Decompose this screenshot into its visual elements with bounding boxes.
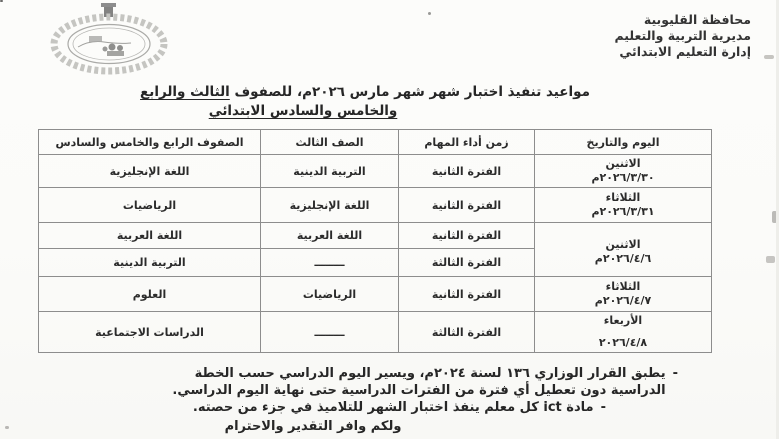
day-label: الأربعاء [603,314,643,327]
header-grades456: الصفوف الرابع والخامس والسادس [39,130,261,155]
letterhead [614,12,751,60]
cell-day-date [535,188,712,223]
cell-grade3-subject: الرياضيات [261,277,399,312]
cell-grades456-subject: اللغة الإنجليزية [39,155,261,188]
scan-artifact [428,12,431,15]
table-row [39,223,712,249]
table-row [39,312,712,353]
date-label: ٢٠٢٦/٣/٣١م [591,205,655,218]
title-text: مواعيد تنفيذ اختبار شهر شهر مارس ٢٠٢٦م، للصفوف [229,84,590,100]
header-task-time: زمن أداء المهام [399,130,535,155]
title-underlined-grades: الثالث والرابع [140,84,230,100]
footnote-decree-line2: الدراسية دون تعطيل أي فترة من الفترات الدراسية حتى نهاية اليوم الدراسي. [172,383,666,398]
date-label: ٢٠٢٦/٤/٧م [594,294,652,307]
header-grade3: الصف الثالث [261,130,399,155]
table-row [39,277,712,312]
letterhead-administration: إدارة التعليم الابتدائي [619,44,751,59]
footnote-ict [193,399,606,416]
table-header-row [39,130,712,155]
document-title-line2: والخامس والسادس الابتدائي [208,103,398,119]
cell-period: الفترة الثالثة [399,249,535,277]
cell-day-date-merged [535,223,712,277]
cell-grade3-subject: اللغة العربية [261,223,399,249]
footnote-decree-text [172,365,665,399]
cell-grade3-subject-dash: ــــــــ [261,312,399,353]
day-label: الثلاثاء [605,191,641,204]
date-label: ٢٠٢٦/٤/٨ [598,336,648,349]
letterhead-governorate: محافظة القليوبية [643,12,751,27]
header-day-date: اليوم والتاريخ [535,130,712,155]
day-label: الاثنين [605,237,641,251]
cell-grade3-subject: التربية الدينية [261,155,399,188]
cell-period: الفترة الثانية [399,277,535,312]
exam-schedule-table [38,129,712,353]
document-title-line1 [0,84,730,100]
date-label: ٢٠٢٦/٤/٦م [594,251,652,265]
scan-artifact [5,426,9,429]
day-label: الثلاثاء [605,280,641,293]
cell-period: الفترة الثانية [399,223,535,249]
cell-grades456-subject: الرياضيات [39,188,261,223]
day-label: الاثنين [605,157,641,170]
cell-day-date [535,277,712,312]
footnote-decree [172,365,678,399]
footnote-decree-line1: يطبق القرار الوزاري ١٣٦ لسنة ٢٠٢٤م، ويسير اليوم الدراسي حسب الخطة [194,366,666,381]
cell-grades456-subject: الدراسات الاجتماعية [39,312,261,353]
scan-artifact [764,55,774,59]
cell-grades456-subject: التربية الدينية [39,249,261,277]
closing-courtesy-line: ولكم وافر التقدير والاحترام [224,419,402,434]
dash-bullet: - [600,400,606,415]
table-row [39,188,712,223]
cell-day-date [535,312,712,353]
cell-period: الفترة الثانية [399,188,535,223]
dash-bullet: - [672,366,678,381]
table-row [39,155,712,188]
cell-grade3-subject-dash: ــــــــ [261,249,399,277]
letterhead-directorate: مديرية التربية والتعليم [614,28,751,43]
date-label: ٢٠٢٦/٣/٣٠م [591,171,655,184]
scan-artifact [0,0,3,2]
cell-grades456-subject: اللغة العربية [39,223,261,249]
cell-grades456-subject: العلوم [39,277,261,312]
cell-grade3-subject: اللغة الإنجليزية [261,188,399,223]
cell-day-date [535,155,712,188]
footnote-ict-text: مادة ict كل معلم ينفذ اختبار الشهر للتلاميذ في جزء من حصته. [192,400,594,415]
cell-period: الفترة الثانية [399,155,535,188]
governorate-seal-emblem [50,3,168,75]
cell-period: الفترة الثالثة [399,312,535,353]
scan-artifact [766,256,775,263]
